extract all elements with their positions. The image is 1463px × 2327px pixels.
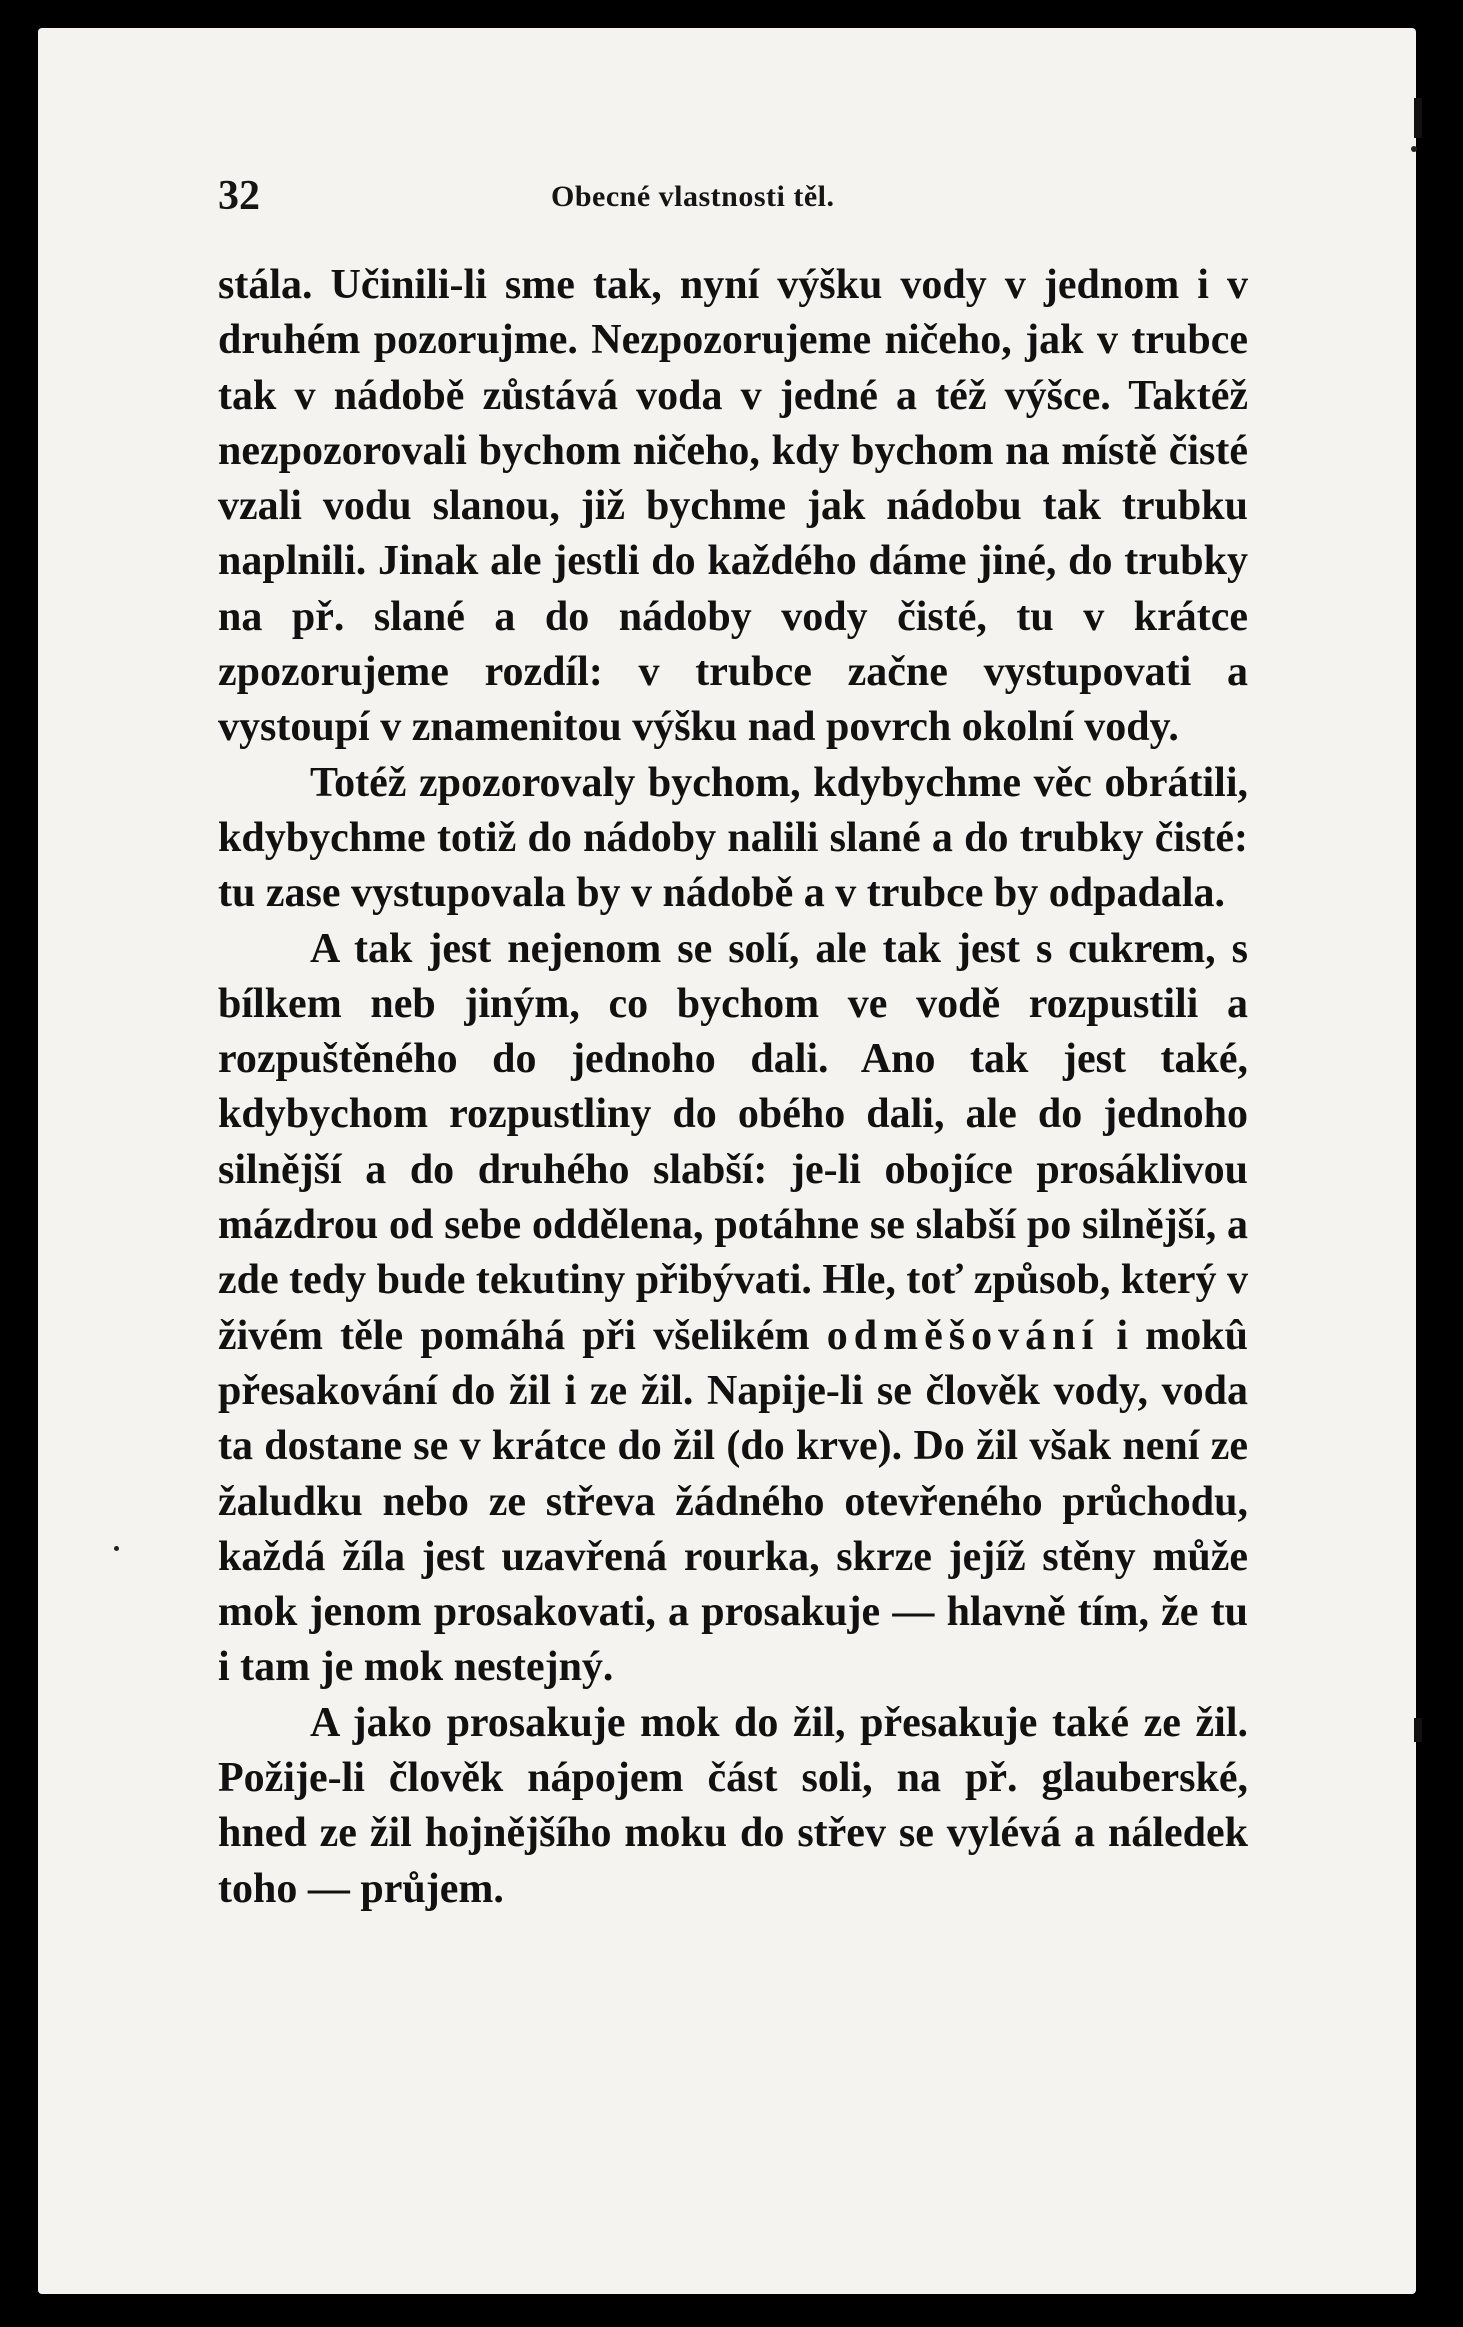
running-head bbox=[218, 172, 1248, 222]
page-edge-mark bbox=[1414, 1718, 1422, 1742]
paragraph bbox=[218, 1696, 1248, 1917]
paragraph bbox=[218, 258, 1248, 756]
paragraph-text: Totéž zpozorovaly bychom, kdybychme věc obrátili, kdybychme totiž do nádoby nalili slané a do trubky čisté: tu zase vystupovala by v nádobě a v trubce by odpadala. bbox=[218, 759, 1248, 917]
running-head-title: Obecné vlastnosti těl. bbox=[551, 180, 835, 213]
emphasized-term: odměšování bbox=[826, 1312, 1100, 1359]
body-text bbox=[218, 258, 1248, 1917]
paragraph-text: A jako prosakuje mok do žil, přesakuje také ze žil. Požije-li člověk nápojem část soli, na př. glauberské, hned ze žil hojnějšího moku do střev se vylévá a náledek toho — průjem. bbox=[218, 1699, 1248, 1912]
page-number: 32 bbox=[218, 173, 260, 219]
paragraph-text: i mokû přesakování do žil i ze žil. Napije-li se člověk vody, voda ta dostane se v krátce do žil (do krve). Do žil však není ze žaludku nebo ze střeva žádného otevřeného průchodu, každá žíla jest uzavřená rourka, skrze jejíž stěny může mok jenom prosakovati, a prosakuje — hlavně tím, že tu i tam je mok nestejný. bbox=[218, 1312, 1248, 1691]
paragraph bbox=[218, 922, 1248, 1696]
paragraph-text: stála. Učinili-li sme tak, nyní výšku vody v jednom i v druhém pozorujme. Nezpozorujeme ničeho, jak v trubce tak v nádobě zůstává voda v jedné a též výšce. Taktéž nezpozorovali bychom ničeho, kdy bychom na místě čisté vzali vodu slanou, již bychme jak nádobu tak trubku naplnili. Jinak ale jestli do každého dáme jiné, do trubky na př. slané a do nádoby vody čisté, tu v krátce zpozorujeme rozdíl: v trubce začne vystupovati a vystoupí v znamenitou výšku nad povrch okolní vody. bbox=[218, 262, 1248, 751]
page-edge-mark bbox=[1414, 98, 1422, 138]
paragraph bbox=[218, 756, 1248, 922]
scan-speck bbox=[114, 1546, 119, 1551]
scan-speck bbox=[1411, 146, 1417, 152]
paragraph-text: A tak jest nejenom se solí, ale tak jest s cukrem, s bílkem neb jiným, co bychom ve vodě rozpustili a rozpuštěného do jednoho dali. Ano tak jest také, kdybychom rozpustliny do obého dali, ale do jednoho silnější a do druhého slabší: je-li obojíce prosáklivou mázdrou od sebe oddělena, potáhne se slabší po silnější, a zde tedy bude tekutiny přibývati. Hle, toť způsob, který v živém těle pomáhá při všelikém bbox=[218, 925, 1248, 1359]
